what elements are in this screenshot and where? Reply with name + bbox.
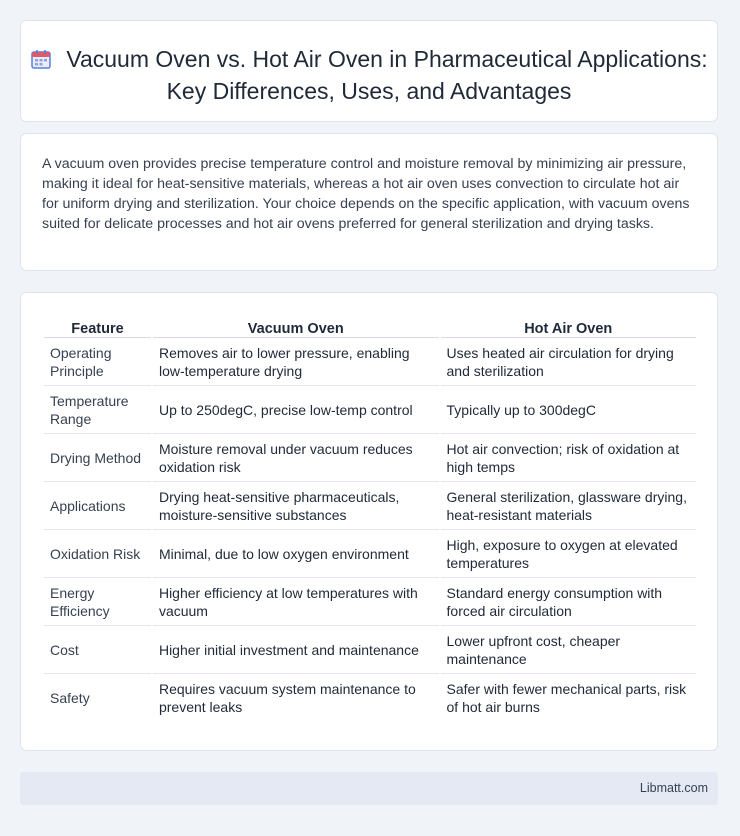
vacuum-oven-cell: Moisture removal under vacuum reduces oxidation risk bbox=[153, 434, 439, 482]
hot-air-oven-cell: High, exposure to oxygen at elevated temperatures bbox=[441, 530, 696, 578]
hot-air-oven-cell: Standard energy consumption with forced air circulation bbox=[441, 578, 696, 626]
vacuum-oven-cell: Requires vacuum system maintenance to prevent leaks bbox=[158, 681, 416, 715]
footer bbox=[20, 772, 718, 805]
table-header-row bbox=[44, 315, 696, 338]
comparison-table bbox=[42, 315, 698, 722]
vacuum-oven-cell: Up to 250degC, precise low-temp control bbox=[153, 386, 439, 434]
feature-cell: Operating Principle bbox=[44, 338, 151, 386]
title-card bbox=[20, 20, 718, 122]
table-row bbox=[44, 578, 696, 626]
vacuum-oven-cell: Drying heat-sensitive pharmaceuticals, moisture-sensitive substances bbox=[153, 482, 439, 530]
page-title bbox=[21, 45, 717, 106]
table-row bbox=[44, 626, 696, 674]
feature-cell: Drying Method bbox=[44, 434, 151, 482]
table-row bbox=[44, 482, 696, 530]
comparison-table-card bbox=[20, 292, 718, 751]
hot-air-oven-cell: Safer with fewer mechanical parts, risk of hot air burns bbox=[446, 681, 687, 715]
header-feature: Feature bbox=[44, 315, 151, 338]
feature-cell: Applications bbox=[44, 482, 151, 530]
vacuum-oven-cell: Higher efficiency at low temperatures with vacuum bbox=[153, 578, 439, 626]
hot-air-oven-cell: Lower upfront cost, cheaper maintenance bbox=[441, 626, 696, 674]
calendar-icon bbox=[30, 48, 52, 77]
vacuum-oven-cell: Removes air to lower pressure, enabling low-temperature drying bbox=[153, 338, 439, 386]
summary-card bbox=[20, 133, 718, 271]
table-row bbox=[44, 674, 696, 722]
feature-cell: Oxidation Risk bbox=[44, 530, 151, 578]
hot-air-oven-cell: General sterilization, glassware drying, heat-resistant materials bbox=[441, 482, 696, 530]
header-vacuum-oven: Vacuum Oven bbox=[153, 315, 439, 338]
table-row bbox=[44, 338, 696, 386]
feature-cell: Temperature Range bbox=[44, 386, 151, 434]
vacuum-oven-cell: Minimal, due to low oxygen environment bbox=[153, 530, 439, 578]
hot-air-oven-cell: Hot air convection; risk of oxidation at high temps bbox=[441, 434, 696, 482]
table-row bbox=[44, 434, 696, 482]
feature-cell: Energy Efficiency bbox=[44, 578, 151, 626]
vacuum-oven-cell: Higher initial investment and maintenance bbox=[153, 626, 439, 674]
hot-air-oven-cell: Uses heated air circulation for drying and sterilization bbox=[441, 338, 696, 386]
page-title-text: Vacuum Oven vs. Hot Air Oven in Pharmaceutical Applications: Key Differences, Uses, and Advantages bbox=[66, 46, 708, 104]
feature-cell: Safety bbox=[50, 690, 90, 706]
summary-text: A vacuum oven provides precise temperature control and moisture removal by minimizing air pressure, making it ideal for heat-sensitive materials, whereas a hot air oven uses convection to circulate hot air for uniform drying and sterilization. Your choice depends on the specific application, with vacuum ovens suited for delicate processes and hot air ovens preferred for general sterilization and drying tasks. bbox=[42, 156, 690, 232]
feature-cell: Cost bbox=[44, 626, 151, 674]
footer-brand-link[interactable]: Libmatt.com bbox=[639, 781, 708, 795]
hot-air-oven-cell: Typically up to 300degC bbox=[441, 386, 696, 434]
table-row bbox=[44, 386, 696, 434]
table-row bbox=[44, 530, 696, 578]
header-hot-air-oven: Hot Air Oven bbox=[441, 315, 696, 338]
